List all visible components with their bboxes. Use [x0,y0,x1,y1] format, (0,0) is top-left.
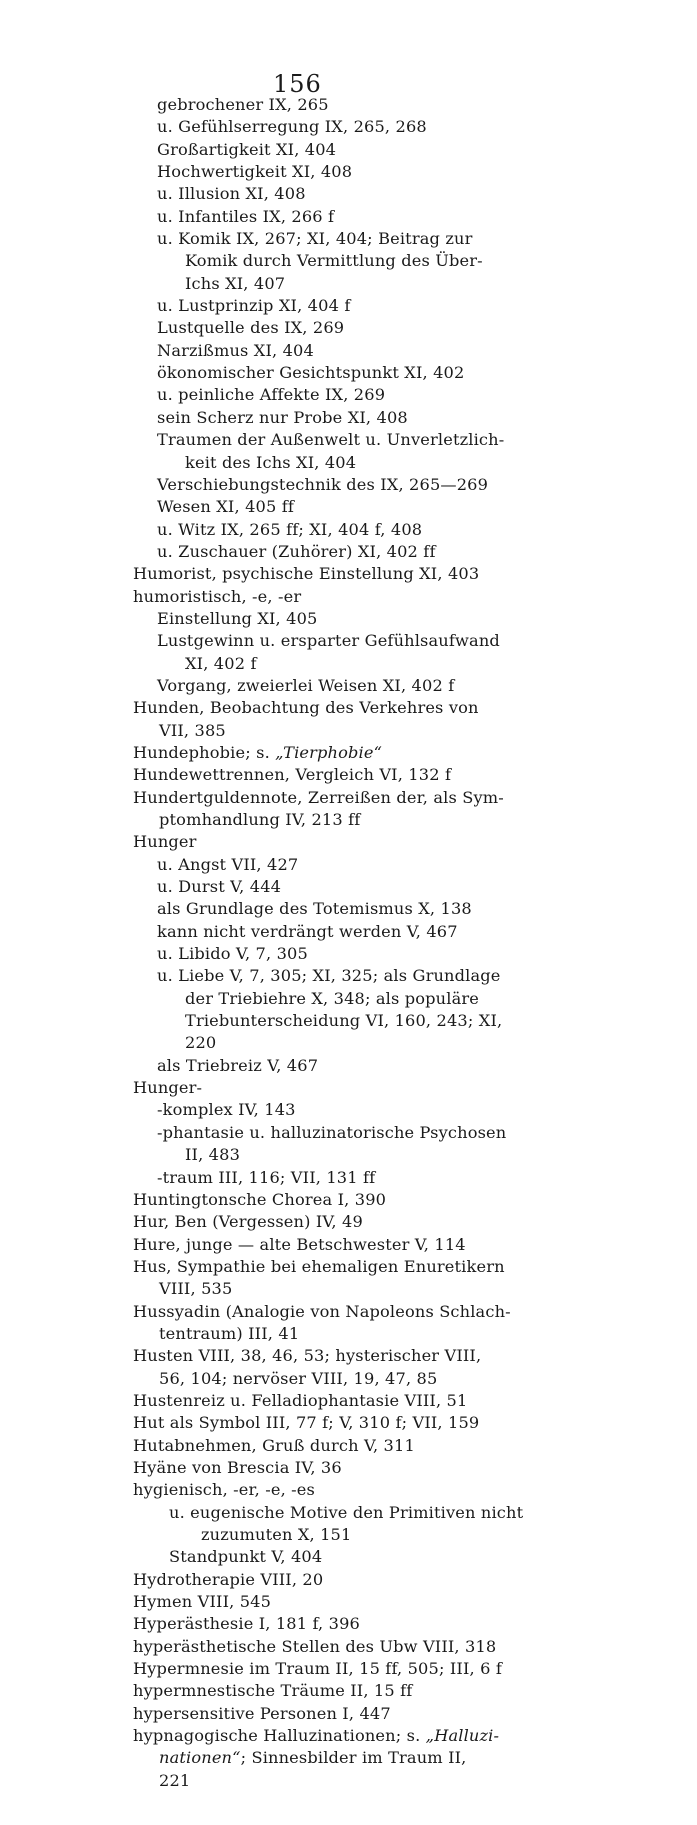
index-entry-text: Wesen XI, 405 ff [157,497,294,517]
index-entry-text: u. Lustprinzip XI, 404 f [157,296,351,316]
index-entry-text: gebrochener IX, 265 [157,95,329,114]
index-entry-continuation [0,1144,697,1166]
index-entry [0,384,697,406]
index-entry-text: Hundephobie; s. [133,742,276,762]
index-entry [0,1613,697,1635]
index-entry [0,1457,697,1479]
index-entry-italic: „Halluzi- [425,1726,500,1746]
index-entry-text: XI, 402 f [185,653,257,673]
index-entry-continuation [0,452,697,474]
index-entry-continuation [0,988,697,1010]
index-entry-text: u. peinliche Affekte IX, 269 [157,385,386,405]
index-entry [0,295,697,317]
index-entry-text: Hure, junge — alte Betschwester V, 114 [133,1234,466,1254]
index-entry [0,94,697,116]
index-entry [0,183,697,205]
index-entry-text: -komplex IV, 143 [157,1100,296,1120]
index-entry-text: Narzißmus XI, 404 [157,340,314,360]
index-entry-text: -traum III, 116; VII, 131 ff [157,1167,376,1187]
index-entry [0,519,697,541]
index-entry-text: u. Gefühlserregung IX, 265, 268 [157,117,427,137]
index-entry-text: VIII, 535 [159,1279,233,1299]
index-entry [0,362,697,384]
index-entry-italic: „Tierphobie“ [275,742,383,762]
index-entry-text: 221 [159,1770,191,1790]
index-entry [0,1055,697,1077]
index-entry [0,1658,697,1680]
index-entry-text: Hunger- [133,1078,203,1098]
index-entry-text: Humorist, psychische Einstellung XI, 403 [133,564,480,584]
index-entry-text: Hochwertigkeit XI, 408 [157,162,353,182]
index-entry-continuation [0,1323,697,1345]
index-entry [0,1569,697,1591]
index-entry [0,1077,697,1099]
index-entry-text: u. eugenische Motive den Primitiven nicht [169,1502,524,1522]
index-entry-text: II, 483 [185,1145,241,1165]
index-entry-text: Einstellung XI, 405 [157,608,318,628]
index-entry-text: hypersensitive Personen I, 447 [133,1703,391,1723]
index-entry [0,1502,697,1524]
index-entry [0,563,697,585]
index-entry [0,1546,697,1568]
index-entry [0,496,697,518]
index-entry [0,943,697,965]
index-entry-text: Hyperästhesie I, 181 f, 396 [133,1614,360,1634]
index-entry-text: hypermnestische Träume II, 15 ff [133,1681,413,1701]
index-entry [0,1256,697,1278]
index-entry [0,161,697,183]
index-entry-text: VII, 385 [159,720,226,740]
index-entry [0,898,697,920]
index-entry [0,1591,697,1613]
index-entry-text: u. Infantiles IX, 266 f [157,206,335,226]
index-entry-continuation [0,273,697,295]
index-entry-continuation [0,1368,697,1390]
index-entry [0,921,697,943]
index-entry [0,407,697,429]
index-entry-text: u. Komik IX, 267; XI, 404; Beitrag zur [157,229,473,249]
index-entry [0,608,697,630]
index-entry-text: Standpunkt V, 404 [169,1547,323,1567]
page-number: 156 [273,70,322,98]
index-entry-text: Hussyadin (Analogie von Napoleons Schlach- [133,1301,511,1321]
index-entry-italic: nationen“ [159,1748,241,1768]
index-entry [0,1211,697,1233]
index-entry-continuation [0,1010,697,1032]
index-entry-text: 220 [185,1033,217,1053]
index-entry [0,1234,697,1256]
index-entry-text: zuzumuten X, 151 [201,1525,352,1544]
index-entry-text: u. Zuschauer (Zuhörer) XI, 402 ff [157,541,436,561]
index-entry-text: Hypermnesie im Traum II, 15 ff, 505; III, 6 f [133,1659,502,1679]
index-entry [0,854,697,876]
index-entry-text: ptomhandlung IV, 213 ff [159,810,361,829]
index-entry-text: Hut als Symbol III, 77 f; V, 310 f; VII, 159 [133,1413,480,1433]
index-entry [0,876,697,898]
index-entry [0,675,697,697]
index-entry-continuation [0,1770,697,1792]
index-entry-text: Hus, Sympathie bei ehemaligen Enuretikern [133,1256,505,1276]
index-entry [0,831,697,853]
index-entry-text: Hundertguldennote, Zerreißen der, als Sym- [133,787,504,807]
index-entry [0,1390,697,1412]
index-entry [0,697,697,719]
index-entry [0,206,697,228]
index-entry-continuation [0,720,697,742]
index-entry-text: ; Sinnesbilder im Traum II, [240,1748,467,1768]
index-entry-continuation [0,1747,697,1769]
index-entry [0,742,697,764]
index-entry-text: Hutabnehmen, Gruß durch V, 311 [133,1435,415,1455]
index-entry [0,1725,697,1747]
index-entry-text: sein Scherz nur Probe XI, 408 [157,407,408,427]
index-entry-text: Hyäne von Brescia IV, 36 [133,1457,342,1477]
index-entry-text: Hymen VIII, 545 [133,1592,272,1612]
index-entry-text: u. Liebe V, 7, 305; XI, 325; als Grundlage [157,966,501,986]
index-entry-text: Hunden, Beobachtung des Verkehres von [133,698,479,718]
index-entry [0,317,697,339]
index-entry-text: hygienisch, -er, -e, -es [133,1480,315,1500]
index-entry-text: Huntingtonsche Chorea I, 390 [133,1189,387,1209]
index-entry-text: Ichs XI, 407 [185,273,286,293]
index-entry-text: 56, 104; nervöser VIII, 19, 47, 85 [159,1368,438,1388]
index-entry-text: keit des Ichs XI, 404 [185,452,357,472]
index-entry-text: Vorgang, zweierlei Weisen XI, 402 f [157,675,455,695]
index-entry [0,228,697,250]
index-entry-text: Hydrotherapie VIII, 20 [133,1569,324,1589]
index-entry-text: u. Witz IX, 265 ff; XI, 404 f, 408 [157,519,423,539]
index-entry-text: Hunger [133,832,197,852]
index-entry [0,1301,697,1323]
index-entry [0,541,697,563]
index-entry [0,965,697,987]
index-entry [0,139,697,161]
index-entry-text: u. Libido V, 7, 305 [157,944,308,964]
index-entry-text: ökonomischer Gesichtspunkt XI, 402 [157,363,465,383]
index-entry-text: tentraum) III, 41 [159,1323,300,1343]
index-entry-text: u. Angst VII, 427 [157,854,299,874]
index-entry-continuation [0,1524,697,1546]
index-entry-text: Hustenreiz u. Felladiophantasie VIII, 51 [133,1390,468,1410]
index-entry-continuation [0,653,697,675]
index-entry-text: Triebunterscheidung VI, 160, 243; XI, [185,1011,503,1031]
index-entry [0,1412,697,1434]
index-entry-text: Hundewettrennen, Vergleich VI, 132 f [133,765,452,785]
index-entry [0,429,697,451]
index-entry-text: Lustgewinn u. ersparter Gefühlsaufwand [157,631,500,651]
index-entry-text: Husten VIII, 38, 46, 53; hysterischer VIII, [133,1346,482,1366]
index-entry [0,116,697,138]
index-entry [0,630,697,652]
index-entry [0,764,697,786]
index-entries [0,94,697,1792]
index-entry-text: Hur, Ben (Vergessen) IV, 49 [133,1212,363,1232]
index-entry-continuation [0,1032,697,1054]
index-entry [0,1435,697,1457]
index-entry [0,1167,697,1189]
index-entry-text: Großartigkeit XI, 404 [157,139,337,159]
index-entry-text: Lustquelle des IX, 269 [157,318,345,338]
index-entry-text: humoristisch, -e, -er [133,586,302,606]
index-entry-continuation [0,250,697,272]
index-entry [0,787,697,809]
index-entry [0,474,697,496]
index-entry-text: u. Illusion XI, 408 [157,184,306,204]
index-entry-text: Verschiebungstechnik des IX, 265—269 [157,474,489,494]
index-entry-text: der Triebiehre X, 348; als populäre [185,988,480,1008]
index-entry [0,1703,697,1725]
index-entry [0,1189,697,1211]
index-entry-text: Komik durch Vermittlung des Über- [185,251,483,271]
index-entry [0,1099,697,1121]
index-entry-text: hypnagogische Halluzinationen; s. [133,1726,426,1746]
index-entry-continuation [0,1278,697,1300]
index-entry-text: -phantasie u. halluzinatorische Psychosen [157,1122,507,1142]
index-entry [0,1479,697,1501]
index-entry [0,586,697,608]
index-entry [0,1680,697,1702]
index-entry-text: als Triebreiz V, 467 [157,1055,319,1075]
index-entry-text: hyperästhetische Stellen des Ubw VIII, 318 [133,1636,497,1656]
index-entry-continuation [0,809,697,831]
index-entry-text: Traumen der Außenwelt u. Unverletzlich- [157,430,505,450]
index-entry-text: kann nicht verdrängt werden V, 467 [157,921,458,941]
index-entry-text: u. Durst V, 444 [157,877,282,897]
index-entry [0,1636,697,1658]
index-entry [0,1122,697,1144]
index-entry [0,1345,697,1367]
index-entry [0,340,697,362]
index-entry-text: als Grundlage des Totemismus X, 138 [157,899,472,919]
